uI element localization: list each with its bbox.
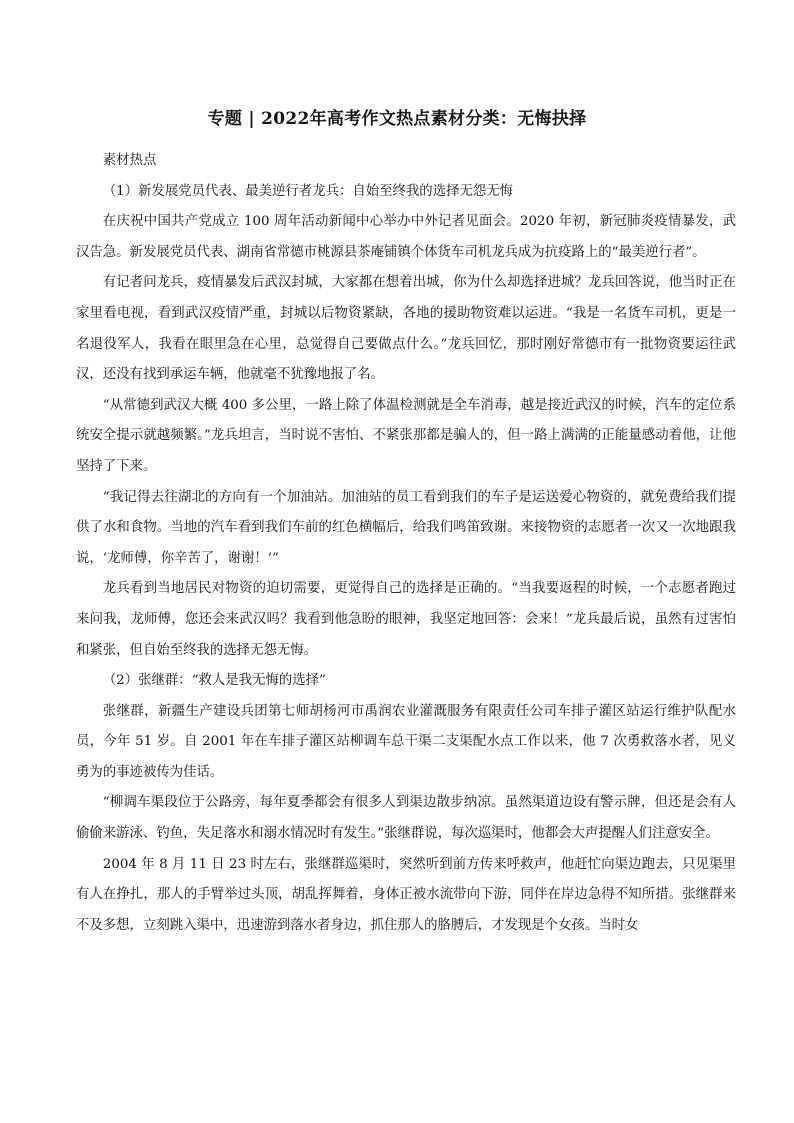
paragraph: 在庆祝中国共产党成立 100 周年活动新闻中心举办中外记者见面会。2020 年初，新冠肺炎疫情暴发，武汉告急。新发展党员代表、湖南省常德市桃源县茶庵铺镇个体货车司机龙兵成为抗疫路上的“最美逆行者”。 [76,214,736,260]
paragraph: 有记者问龙兵，疫情暴发后武汉封城，大家都在想着出城，你为什么却选择进城？龙兵回答说，他当时正在家里看电视，看到武汉疫情严重，封城以后物资紧缺，各地的援助物资难以运进。“我是一名货车司机，更是一名退役军人，我看在眼里急在心里，总觉得自己要做点什么。”龙兵回忆，那时刚好常德市有一批物资要运往武汉，还没有找到承运车辆，他就毫不犹豫地报了名。 [76,275,736,383]
paragraph: 2004 年 8 月 11 日 23 时左右，张继群巡渠时，突然听到前方传来呼救声，他赶忙向渠边跑去，只见渠里有人在挣扎，那人的手臂举过头顶，胡乱挥舞着，身体正被水流带向下游，同伴在岸边急得不知所措。张继群来不及多想，立刻跳入渠中，迅速游到落水者身边，抓住那人的胳膊后，才发现是个女孩。当时女 [76,856,736,933]
paragraph: “柳调车渠段位于公路旁，每年夏季都会有很多人到渠边散步纳凉。虽然渠道边设有警示牌，但还是会有人偷偷来游泳、钓鱼，失足落水和溺水情况时有发生。”张继群说，每次巡渠时，他都会大声提醒人们注意安全。 [76,795,736,842]
section-label: 素材热点 [102,153,157,168]
subheading-1: （1）新发展党员代表、最美逆行者龙兵：自始至终我的选择无怨无悔 [102,183,514,199]
paragraph: 张继群，新疆生产建设兵团第七师胡杨河市禹润农业灌溉服务有限责任公司车排子灌区站运行维护队配水员，今年 51 岁。自 2001 年在车排子灌区站柳调车总干渠二支渠配水点工作以来，他 7 次勇救落水者，见义勇为的事迹被传为佳话。 [76,703,736,780]
subheading-2: （2）张继群：“救人是我无悔的选择” [102,673,326,689]
paragraph: “从常德到武汉大概 400 多公里，一路上除了体温检测就是全车消毒，越是接近武汉的时候，汽车的定位系统安全提示就越频繁。”龙兵坦言，当时说不害怕、不紧张那都是骗人的，但一路上满满的正能量感动着他，让他坚持了下来。 [76,397,736,474]
paragraph: 龙兵看到当地居民对物资的迫切需要，更觉得自己的选择是正确的。“当我要返程的时候，一个志愿者跑过来问我，龙师傅，您还会来武汉吗？我看到他急盼的眼神，我坚定地回答：会来！”龙兵最后说，虽然有过害怕和紧张，但自始至终我的选择无怨无悔。 [76,581,736,658]
document-body [76,146,736,941]
paragraph: “我记得去往湖北的方向有一个加油站。加油站的员工看到我们的车子是运送爱心物资的，就免费给我们提供了水和食物。当地的汽车看到我们车前的红色横幅后，给我们鸣笛致谢。来接物资的志愿者一次又一次地跟我说，‘龙师傅，你辛苦了，谢谢！’” [76,489,736,566]
document-title: 专题 | 2022年高考作文热点素材分类：无悔抉择 [207,109,587,129]
